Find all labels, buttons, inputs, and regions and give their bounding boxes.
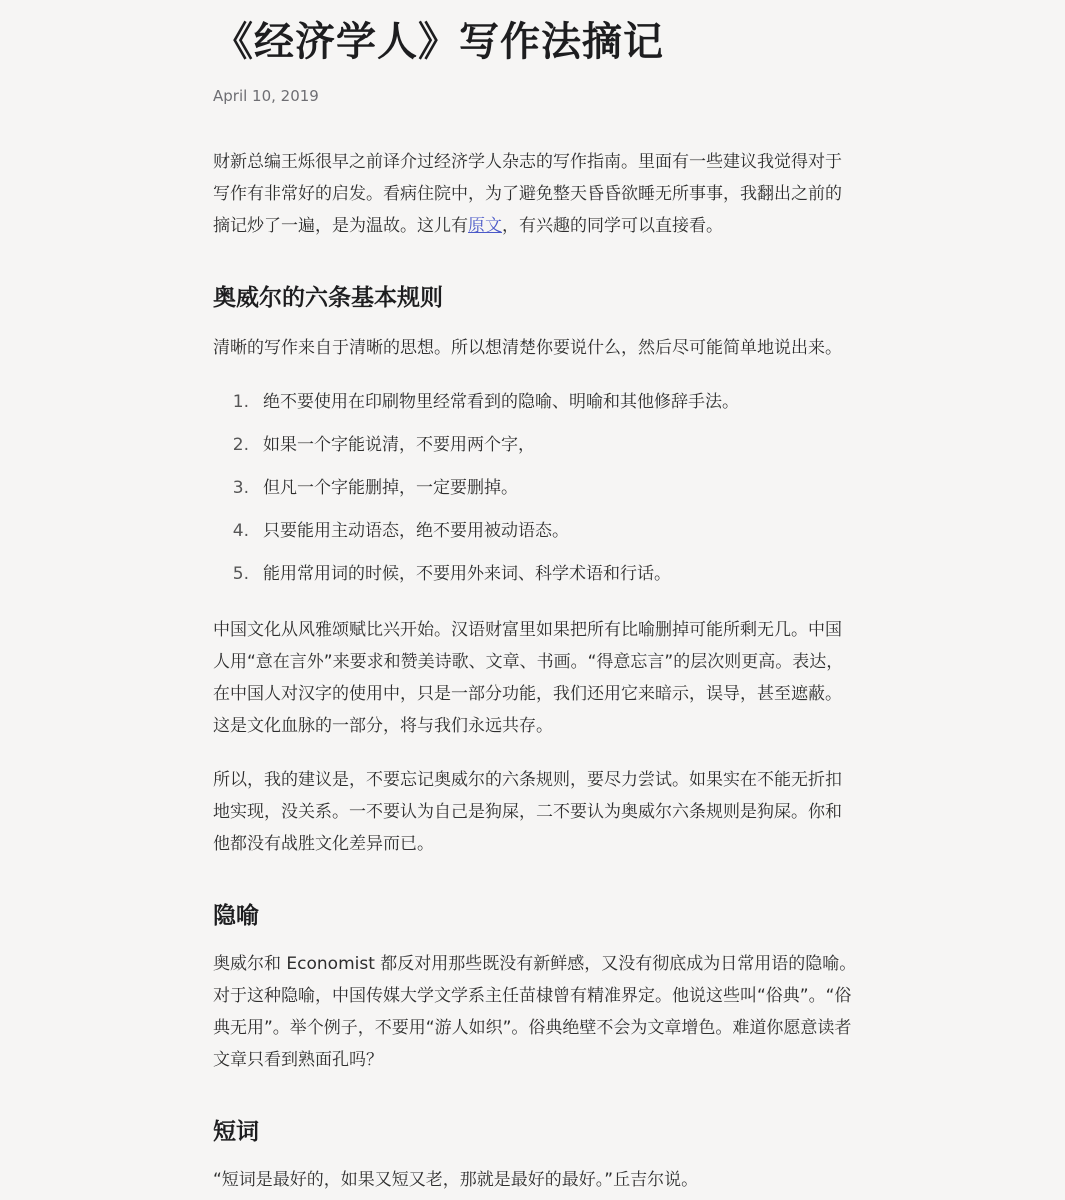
paragraph-line: 这是文化血脉的一部分，将与我们永远共存。 xyxy=(213,716,553,736)
paragraph-line: 在中国人对汉字的使用中，只是一部分功能，我们还用它来暗示，误导，甚至遮蔽。 xyxy=(213,684,842,704)
paragraph-line: 中国文化从风雅颂赋比兴开始。汉语财富里如果把所有比喻删掉可能所剩无几。中国 xyxy=(213,620,842,640)
list-item xyxy=(213,472,878,515)
paragraph-line: 对于这种隐喻，中国传媒大学文学系主任苗棣曾有精准界定。他说这些叫“俗典”。“俗 xyxy=(213,986,852,1006)
advice-paragraph xyxy=(213,764,878,860)
paragraph-line: 奥威尔和 Economist 都反对用那些既没有新鲜感，又没有彻底成为日常用语的隐喻。 xyxy=(213,954,857,974)
intro-line-2: 写作有非常好的启发。看病住院中，为了避免整天昏昏欲睡无所事事，我翻出之前的 xyxy=(213,184,842,204)
paragraph-line: 所以，我的建议是，不要忘记奥威尔的六条规则，要尽力尝试。如果实在不能无折扣 xyxy=(213,770,842,790)
section-heading-orwell-rules: 奥威尔的六条基本规则 xyxy=(213,285,443,311)
original-text-link[interactable]: 原文 xyxy=(468,216,502,236)
intro-line-3-before: 摘记炒了一遍，是为温故。这儿有 xyxy=(213,216,468,236)
list-item-text: 只要能用主动语态，绝不要用被动语态。 xyxy=(263,521,569,541)
list-item-text: 但凡一个字能删掉，一定要删掉。 xyxy=(263,478,518,498)
list-item xyxy=(213,515,878,558)
short-words-paragraph xyxy=(213,1164,878,1196)
section-heading-short-words: 短词 xyxy=(213,1119,259,1145)
paragraph-line: “短词是最好的，如果又短又老，那就是最好的最好。”丘吉尔说。 xyxy=(213,1170,699,1190)
list-item-number: 5. xyxy=(232,564,249,584)
intro-paragraph xyxy=(213,146,878,242)
orwell-lead-paragraph: 清晰的写作来自于清晰的思想。所以想清楚你要说什么，然后尽可能简单地说出来。 xyxy=(213,338,842,358)
list-item-text: 能用常用词的时候，不要用外来词、科学术语和行话。 xyxy=(263,564,671,584)
paragraph-line: 人用“意在言外”来要求和赞美诗歌、文章、书画。“得意忘言”的层次则更高。表达， xyxy=(213,652,844,672)
orwell-rules-list xyxy=(213,386,878,601)
list-item-number: 2. xyxy=(232,435,249,455)
metaphor-paragraph xyxy=(213,948,878,1076)
intro-line-3-after: ，有兴趣的同学可以直接看。 xyxy=(502,216,723,236)
article-date: April 10, 2019 xyxy=(213,87,319,105)
list-item-text: 如果一个字能说清，不要用两个字， xyxy=(263,435,535,455)
list-item-number: 3. xyxy=(232,478,249,498)
paragraph-line: 地实现，没关系。一不要认为自己是狗屎，二不要认为奥威尔六条规则是狗屎。你和 xyxy=(213,802,842,822)
intro-line-1: 财新总编王烁很早之前译介过经济学人杂志的写作指南。里面有一些建议我觉得对于 xyxy=(213,152,842,172)
list-item xyxy=(213,386,878,429)
paragraph-line: 他都没有战胜文化差异而已。 xyxy=(213,834,434,854)
list-item-number: 1. xyxy=(232,392,249,412)
section-heading-metaphor: 隐喻 xyxy=(213,903,259,929)
list-item xyxy=(213,558,878,601)
paragraph-line: 典无用”。举个例子，不要用“游人如织”。俗典绝壁不会为文章增色。难道你愿意读者 xyxy=(213,1018,852,1038)
list-item-number: 4. xyxy=(232,521,249,541)
list-item-text: 绝不要使用在印刷物里经常看到的隐喻、明喻和其他修辞手法。 xyxy=(263,392,739,412)
paragraph-line: 文章只看到熟面孔吗？ xyxy=(213,1050,383,1070)
chinese-culture-paragraph xyxy=(213,614,878,742)
list-item xyxy=(213,429,878,472)
article-title: 《经济学人》写作法摘记 xyxy=(213,19,664,65)
